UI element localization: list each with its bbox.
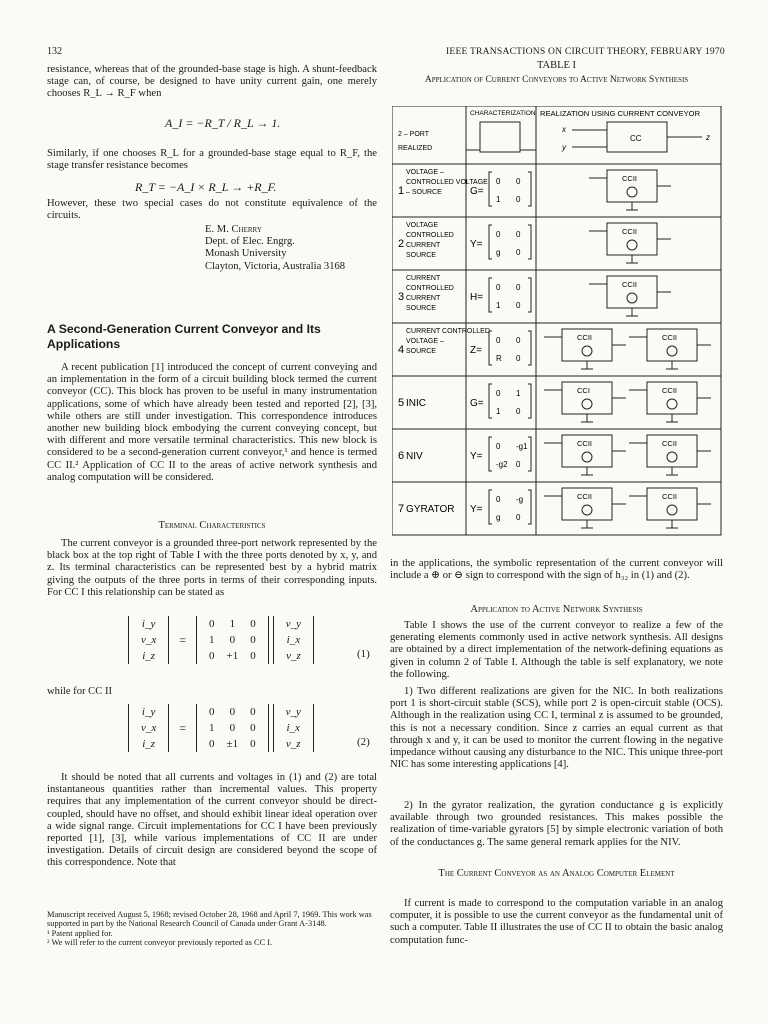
matrix-bracket-left (489, 384, 492, 418)
matrix-cell: 0 (496, 283, 501, 292)
while-text: while for CC II (47, 686, 113, 697)
table-row (398, 275, 671, 316)
matrix-cell: g (496, 248, 501, 257)
eq1-lhs: i_y v_x i_z (128, 616, 169, 664)
cc-label: CCII (662, 492, 677, 501)
matrix-bracket-right (528, 384, 531, 418)
footnote-1: ¹ Patent applied for. (47, 928, 113, 938)
matrix-bracket-left (489, 331, 492, 365)
matrix-cell: 0 (496, 336, 501, 345)
matrix-cell: -g1 (516, 442, 528, 451)
cc-label: CCII (622, 227, 637, 236)
head-col3: REALIZATION USING CURRENT CONVEYOR (540, 109, 701, 118)
matrix-cell: 1 (496, 407, 501, 416)
matrix-cell: 0 (516, 301, 521, 310)
cc-sign (582, 346, 592, 356)
row-name: VOLTAGE CONTROLLED CURRENT SOURCE (406, 222, 454, 259)
head-col1-top: 2 – PORT (398, 131, 429, 138)
row-name: INIC (406, 398, 426, 409)
matrix-bracket-left (489, 278, 492, 312)
cc-label: CCII (577, 333, 592, 342)
prev-letter-para2: Similarly, if one chooses R_L for a grounded-base stage equal to R_F, the stage transfer resistance becomes (47, 148, 377, 172)
section-terminal-characteristics: Terminal Characteristics (158, 520, 266, 531)
author-city: Clayton, Victoria, Australia 3168 (205, 260, 346, 272)
eq1-matrix: 0 1 0 1 0 0 0 +1 0 (196, 616, 269, 664)
matrix-cell: 0 (496, 495, 501, 504)
cc-label: CCII (662, 333, 677, 342)
terminal-after: It should be noted that all currents and voltages in (1) and (2) are total instantaneous quantities rather than incremental values. This property requires that any implementation of the current conveyor should be direct-coupled, should have no offset, and should exhibit linear ideal operation over a wide signal range. Circuit implementations for CC I have been previously reported [1], [3], while various implementations of CC II are under investigation. Details of circuit design are considered beyond the scope of this correspondence. Note that (47, 772, 377, 869)
cc-label: CCII (662, 439, 677, 448)
table-1-figure (392, 106, 722, 536)
synthesis-para-1: Table I shows the use of the current conveyor to realize a few of the generating elements commonly used in active network synthesis. All designs are obtained by a direct implementation of the network-defining equations as given in column 2 of Table I. Although the table is self explanatory, we note the following. (390, 620, 723, 680)
row-param: Y= (470, 451, 483, 462)
row-name: CURRENT CONTROLLED VOLTAGE – SOURCE (406, 328, 490, 355)
cc-label: CCII (577, 492, 592, 501)
matrix-bracket-left (489, 437, 492, 471)
row-name: NIV (406, 451, 423, 462)
head-z-label: z (706, 133, 710, 142)
matrix-cell: 0 (516, 195, 521, 204)
cc-sign (627, 293, 637, 303)
matrix-bracket-right (528, 278, 531, 312)
cc-label: CCII (622, 174, 637, 183)
cc-label: CCII (577, 439, 592, 448)
head-x-label: x (562, 125, 566, 134)
author-name: E. M. Cherry (205, 224, 262, 235)
cc-sign (667, 346, 677, 356)
matrix-cell: 0 (516, 354, 521, 363)
matrix-cell: 0 (516, 460, 521, 469)
matrix-cell: 0 (496, 442, 501, 451)
footnote-manuscript: Manuscript received August 5, 1968; revised October 28, 1968 and April 7, 1969. This work was supported in part by the National Research Council of Canada under Grant A-3148. (47, 910, 372, 929)
cc-label: CCII (662, 386, 677, 395)
author-univ: Monash University (205, 248, 287, 260)
prev-letter-eq2: R_T = −A_I × R_L → +R_F. (135, 180, 277, 194)
equation-1: i_y v_x i_z = 0 1 0 1 0 0 0 +1 0 v_y i_x v_z (128, 616, 314, 664)
matrix-cell: g (496, 513, 501, 522)
cc-label: CCI (577, 386, 590, 395)
author-block (205, 224, 345, 273)
table-row (398, 169, 671, 210)
matrix-bracket-right (528, 437, 531, 471)
table-row (398, 328, 711, 369)
matrix-cell: 1 (496, 301, 501, 310)
row-param: Y= (470, 239, 483, 250)
cc-sign (667, 505, 677, 515)
cc-sign (582, 505, 592, 515)
matrix-cell: 1 (516, 389, 521, 398)
right-para-1: in the applications, the symbolic representation of the current conveyor will include a ⊕ or ⊖ sign to correspond with the sign of h₃₂ in (1) and (2). (390, 558, 723, 582)
cc-sign (627, 240, 637, 250)
eq2-number: (2) (357, 736, 370, 748)
row-number: 7 (398, 503, 405, 515)
article-title: A Second-Generation Current Conveyor and Its Applications (47, 322, 321, 351)
row-number: 4 (398, 344, 405, 356)
cc-sign (582, 399, 592, 409)
row-param: Z= (470, 345, 482, 356)
row-name: CURRENT CONTROLLED CURRENT SOURCE (406, 275, 454, 312)
matrix-cell: 0 (516, 407, 521, 416)
head-col2: CHARACTERIZATION (470, 110, 536, 117)
matrix-cell: 1 (496, 195, 501, 204)
row-param: G= (470, 398, 484, 409)
table-row (398, 382, 711, 422)
matrix-cell: 0 (516, 230, 521, 239)
section-analog-computer: The Current Conveyor as an Analog Computer Element (438, 868, 675, 879)
row-number: 6 (398, 450, 405, 462)
black-box (480, 122, 520, 152)
equation-2: i_y v_x i_z = 0 0 0 1 0 0 0 ±1 0 v_y i_x v_z (128, 704, 314, 752)
author-dept: Dept. of Elec. Engrg. (205, 236, 295, 248)
synthesis-para-3: 2) In the gyrator realization, the gyration conductance g is explicitly available through two grounded resistances. This makes possible the realization of time-variable gyrators [5] by simple electronic variation of both of the conductances g. The same general remark applies for the NIV. (390, 800, 723, 848)
matrix-cell: -g (516, 495, 524, 504)
table-caption: Application of Current Conveyors to Active Network Synthesis (424, 75, 689, 85)
terminal-text: The current conveyor is a grounded three-port network represented by the black box at the top right of Table I with the three ports denoted by x, y, and z. Its terminal characteristics can be represented best by a hybrid matrix giving the outputs of the three ports in terms of their corresponding inputs. For CC I this relationship can be stated as (47, 538, 377, 598)
matrix-bracket-left (489, 225, 492, 259)
cc-sign (667, 452, 677, 462)
section-network-synthesis: Application to Active Network Synthesis (470, 604, 643, 615)
eq2-rhs: v_y i_x v_z (273, 704, 314, 752)
table-row (398, 435, 711, 475)
eq1-number: (1) (357, 648, 370, 660)
matrix-bracket-right (528, 331, 531, 365)
row-number: 2 (398, 238, 405, 250)
row-number: 5 (398, 397, 405, 409)
matrix-cell: 0 (516, 336, 521, 345)
page-number: 132 (47, 46, 62, 57)
prev-letter-para1: resistance, whereas that of the grounded-base stage is high. A shunt-feedback stage can, of course, be designed to have unity current gain, one merely chooses R_L → R_F when (47, 64, 377, 100)
eq2-lhs: i_y v_x i_z (128, 704, 169, 752)
intro-paragraph: A recent publication [1] introduced the concept of current conveying and an implementation in the form of a circuit building block termed the current conveyor (CC). This block has proven to be useful in many instrumentation applications, some of which have already been tested and reported [2], [3], while others are still under investigation. This correspondence introduces another new building block embodying the current conveying concept, but with different and more versatile terminal characteristics. This new block is considered to be a second-generation current conveyor,¹ and hence is termed CC II.² Application of CC II to the areas of active network synthesis and analog computation will be considered. (47, 362, 377, 483)
matrix-cell: 0 (496, 389, 501, 398)
head-cc-label: CC (630, 134, 642, 143)
synthesis-para-2: 1) Two different realizations are given for the NIC. In both realizations port 1 is short-circuit stable (SCS), while port 2 is open-circuit stable (OCS). Although in the realization using CC I, terminal z is assumed to be grounded, this is not a necessary condition. Since z carries an equal current as that through x and y, it can be used to monitor the current flowing in the negative impedance without causing any disturbance to the NIC. This unique three-port NIC has some interesting applications [4]. (390, 686, 723, 771)
cc-sign (667, 399, 677, 409)
eq1-rhs: v_y i_x v_z (273, 616, 314, 664)
matrix-bracket-left (489, 172, 492, 206)
head-col1-bot: REALIZED (398, 145, 433, 152)
row-number: 3 (398, 291, 405, 303)
analog-para: If current is made to correspond to the computation variable in an analog computer, it is possible to use the current conveyor as the fundamental unit of such a computer. Table II illustrates the use of CC II to obtain the basic analog computation func- (390, 898, 723, 946)
table-row (398, 488, 711, 528)
cc-label: CCII (622, 280, 637, 289)
matrix-cell: 0 (516, 513, 521, 522)
matrix-cell: 0 (516, 283, 521, 292)
matrix-bracket-right (528, 225, 531, 259)
footnote-2: ² We will refer to the current conveyor previously reported as CC I. (47, 938, 273, 948)
row-number: 1 (398, 185, 405, 197)
matrix-bracket-left (489, 490, 492, 524)
running-header: IEEE TRANSACTIONS ON CIRCUIT THEORY, FEBRUARY 1970 (446, 46, 725, 57)
table-label: TABLE I (536, 60, 577, 71)
matrix-cell: R (496, 354, 502, 363)
head-y-label: y (562, 143, 566, 152)
row-name: GYRATOR (406, 504, 455, 515)
matrix-cell: -g2 (496, 460, 508, 469)
row-param: G= (470, 186, 484, 197)
matrix-cell: 0 (516, 177, 521, 186)
matrix-bracket-right (528, 490, 531, 524)
cc-sign (582, 452, 592, 462)
row-param: H= (470, 292, 484, 303)
matrix-cell: 0 (496, 177, 501, 186)
prev-letter-eq1: A_I = −R_T / R_L → 1. (165, 116, 281, 130)
prev-letter-para3: However, these two special cases do not constitute equivalence of the circuits. (47, 198, 377, 222)
table-row (398, 222, 671, 263)
eq2-matrix: 0 0 0 1 0 0 0 ±1 0 (196, 704, 269, 752)
matrix-cell: 0 (516, 248, 521, 257)
row-param: Y= (470, 504, 483, 515)
cc-sign (627, 187, 637, 197)
footnotes (47, 910, 377, 948)
matrix-cell: 0 (496, 230, 501, 239)
matrix-bracket-right (528, 172, 531, 206)
row-name: VOLTAGE – CONTROLLED VOLTAGE – SOURCE (406, 169, 488, 196)
